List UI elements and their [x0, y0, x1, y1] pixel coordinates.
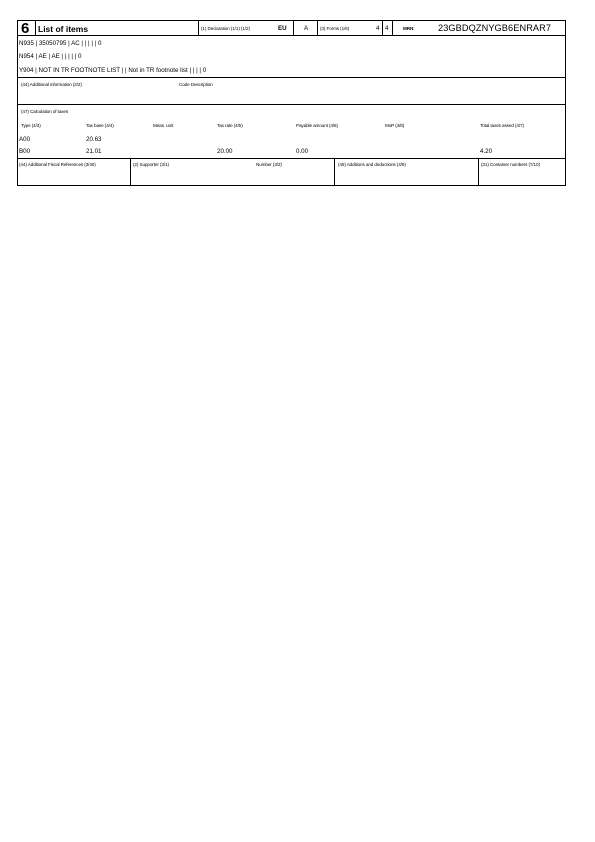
declaration-subtype: A — [304, 25, 309, 32]
row2-total: 4.20 — [480, 148, 493, 155]
form-current: 4 — [376, 25, 380, 32]
declaration-label: (1) Declaration (1/1) (1/2) — [201, 26, 250, 31]
list-of-items-form — [17, 20, 566, 186]
item-line-1: N935 | 35050795 | AC | | | | | 0 — [19, 40, 102, 47]
divider — [35, 21, 36, 35]
row1-tax-base: 20.63 — [86, 136, 102, 143]
col-mop: MoP (4/8) — [385, 123, 405, 128]
forms-label: (3) Forms (1/6) — [320, 26, 350, 31]
col-tax-base: Tax base (4/4) — [86, 123, 114, 128]
col-type: Type (4/3) — [21, 123, 41, 128]
form-number: 6 — [21, 20, 30, 37]
divider — [317, 21, 318, 35]
mrn-value: 23GBDQZNYGB6ENRAR7 — [438, 23, 552, 33]
supporter-label: (2) Supporter (3/1) — [133, 162, 169, 167]
divider — [478, 158, 479, 186]
col-meas-unit: Meas. unit — [153, 123, 174, 128]
mrn-label: MRN: — [403, 26, 415, 31]
form-total: 4 — [385, 25, 389, 32]
divider — [18, 158, 565, 159]
number-label: Number (3/2) — [256, 162, 282, 167]
form-title: List of items — [38, 24, 89, 34]
item-line-3: Y904 | NOT IN TR FOOTNOTE LIST | | Not in TR footnote list | | | | 0 — [19, 67, 207, 74]
col-payable: Payable amount (4/6) — [296, 123, 338, 128]
divider — [198, 21, 199, 35]
fiscal-references-label: (44) Additional Fiscal References (3/40) — [19, 162, 96, 167]
row2-tax-base: 21.01 — [86, 148, 102, 155]
divider — [293, 21, 294, 35]
declaration-type: EU — [278, 25, 287, 32]
calculation-label: (47) Calculation of taxes — [21, 109, 69, 114]
additions-deductions-label: (45) Additions and deductions (4/9) — [338, 162, 406, 167]
divider — [334, 158, 335, 186]
row2-type: B00 — [19, 148, 31, 155]
row1-type: A00 — [19, 136, 31, 143]
additional-info-label: (44) Additional information (2/2) — [21, 82, 82, 87]
item-line-2: N954 | AE | AE | | | | | 0 — [19, 53, 82, 60]
divider — [382, 21, 383, 35]
row2-payable: 0.00 — [296, 148, 309, 155]
col-tax-rate: Tax rate (4/5) — [217, 123, 243, 128]
divider — [18, 77, 565, 78]
container-numbers-label: (31) Container numbers (7/10) — [481, 162, 540, 167]
divider — [18, 35, 565, 36]
divider — [392, 21, 393, 35]
row2-tax-rate: 20.00 — [217, 148, 233, 155]
col-total: Total taxes assed (4/7) — [480, 123, 524, 128]
code-description-label: Code Description — [179, 82, 213, 87]
divider — [130, 158, 131, 186]
divider — [18, 104, 565, 105]
